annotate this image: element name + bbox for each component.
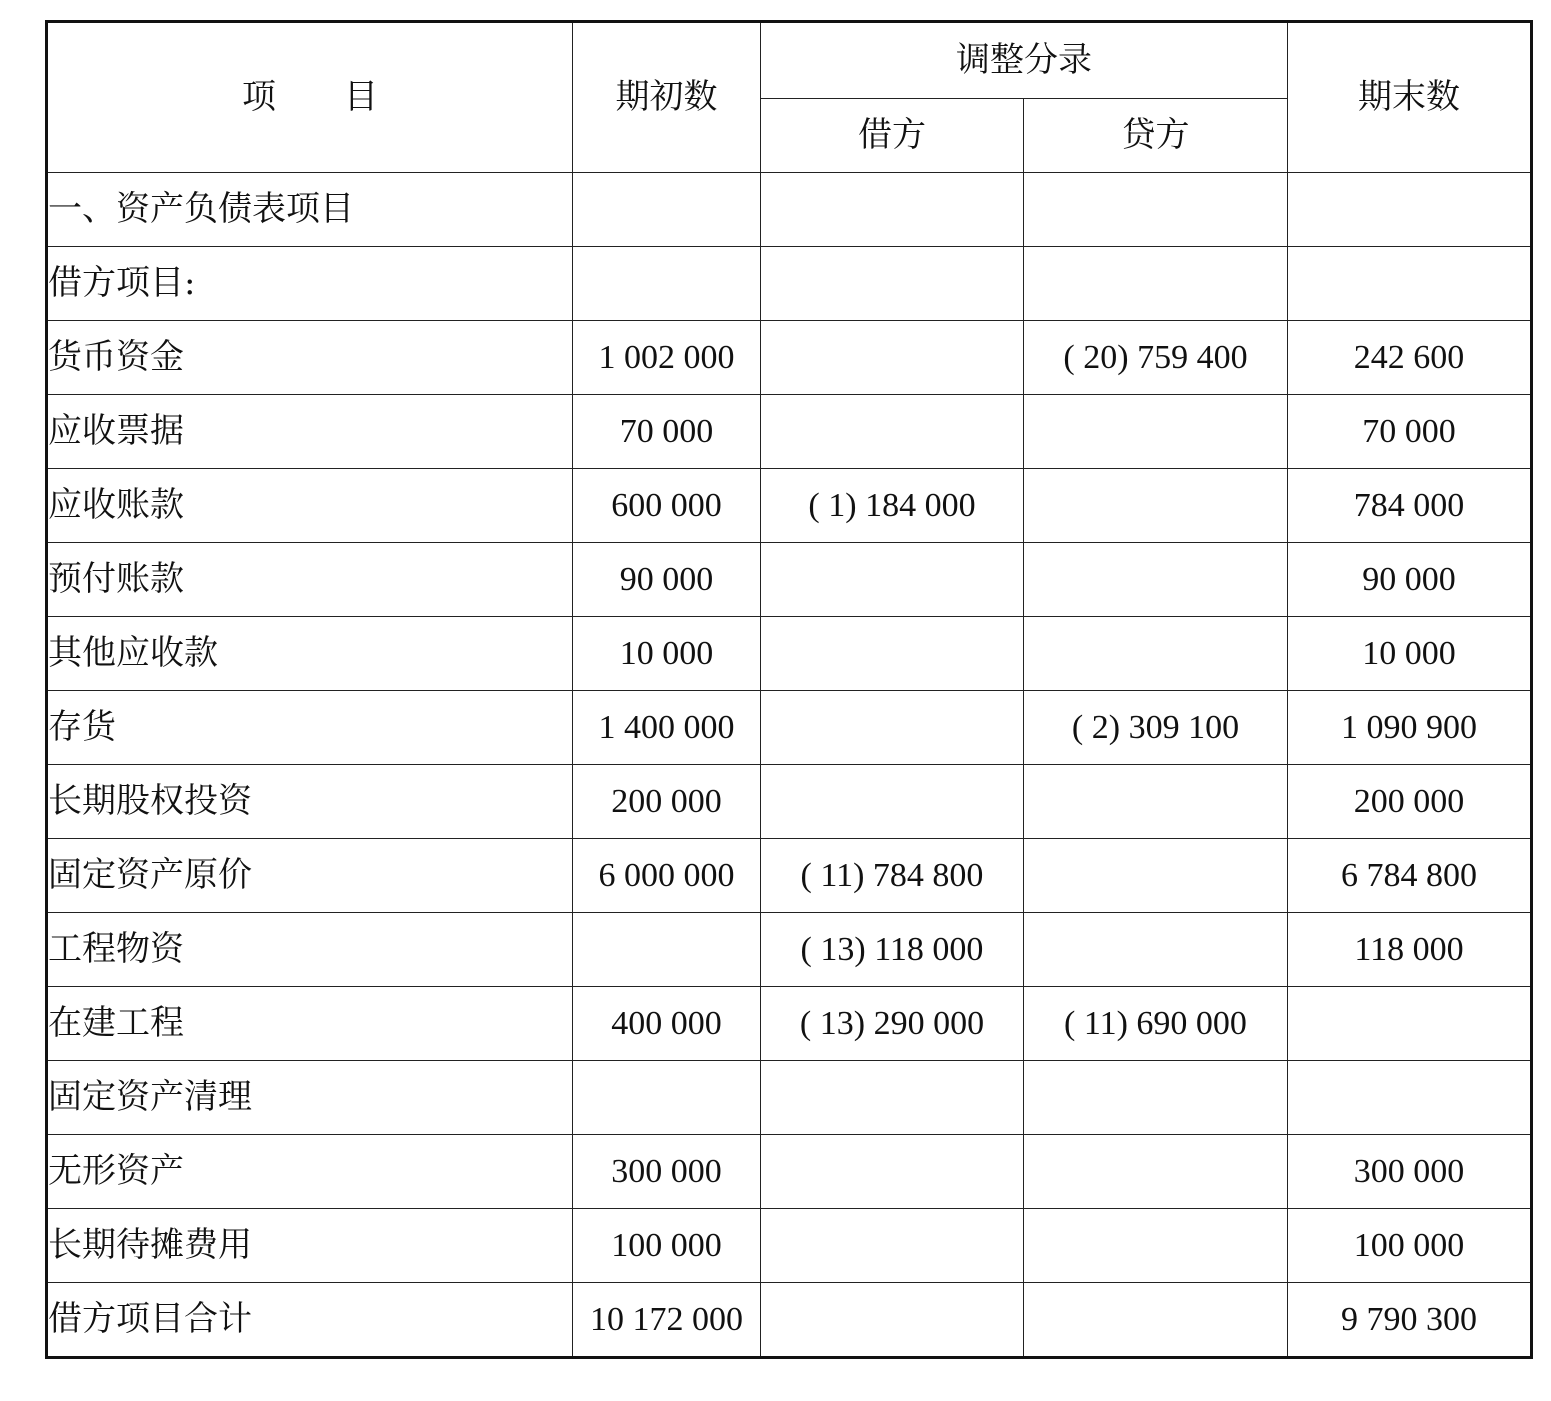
credit-cell: ( 20) 759 400 [1024, 321, 1288, 395]
table-row [47, 543, 1532, 617]
closing-cell: 70 000 [1288, 395, 1532, 469]
table-body [47, 173, 1532, 1358]
header-debit: 借方 [761, 99, 1024, 173]
opening-cell: 90 000 [573, 543, 761, 617]
table-row [47, 247, 1532, 321]
closing-cell [1288, 1061, 1532, 1135]
row-label: 存货 [47, 691, 573, 765]
opening-cell: 70 000 [573, 395, 761, 469]
debit-cell [761, 247, 1024, 321]
table-row [47, 1209, 1532, 1283]
closing-cell: 784 000 [1288, 469, 1532, 543]
closing-cell: 300 000 [1288, 1135, 1532, 1209]
debit-cell: ( 13) 118 000 [761, 913, 1024, 987]
opening-cell: 10 000 [573, 617, 761, 691]
debit-cell [761, 395, 1024, 469]
adjustment-worksheet-table [45, 20, 1533, 1359]
debit-cell [761, 543, 1024, 617]
row-label: 固定资产清理 [47, 1061, 573, 1135]
opening-cell: 600 000 [573, 469, 761, 543]
opening-cell: 1 400 000 [573, 691, 761, 765]
debit-cell [761, 321, 1024, 395]
table-row [47, 1283, 1532, 1358]
table-row [47, 765, 1532, 839]
credit-cell [1024, 173, 1288, 247]
header-closing: 期末数 [1288, 22, 1532, 173]
debit-cell [761, 1209, 1024, 1283]
opening-cell: 1 002 000 [573, 321, 761, 395]
debit-cell [761, 765, 1024, 839]
row-label: 工程物资 [47, 913, 573, 987]
credit-cell [1024, 543, 1288, 617]
opening-cell: 200 000 [573, 765, 761, 839]
header-adjustments: 调整分录 [761, 22, 1288, 99]
closing-cell: 6 784 800 [1288, 839, 1532, 913]
table-row [47, 321, 1532, 395]
opening-cell: 300 000 [573, 1135, 761, 1209]
credit-cell [1024, 395, 1288, 469]
closing-cell: 1 090 900 [1288, 691, 1532, 765]
debit-cell: ( 1) 184 000 [761, 469, 1024, 543]
credit-cell [1024, 247, 1288, 321]
credit-cell [1024, 1061, 1288, 1135]
opening-cell [573, 247, 761, 321]
table-row [47, 617, 1532, 691]
row-label: 货币资金 [47, 321, 573, 395]
credit-cell [1024, 469, 1288, 543]
opening-cell: 100 000 [573, 1209, 761, 1283]
credit-cell [1024, 1209, 1288, 1283]
credit-cell [1024, 617, 1288, 691]
credit-cell [1024, 1135, 1288, 1209]
header-opening: 期初数 [573, 22, 761, 173]
opening-cell: 400 000 [573, 987, 761, 1061]
row-label: 其他应收款 [47, 617, 573, 691]
debit-cell [761, 1061, 1024, 1135]
table-row [47, 469, 1532, 543]
table-row [47, 395, 1532, 469]
credit-cell [1024, 839, 1288, 913]
header-item: 项 目 [47, 22, 573, 173]
table-row [47, 1135, 1532, 1209]
opening-cell: 10 172 000 [573, 1283, 761, 1358]
row-label: 应收票据 [47, 395, 573, 469]
row-label: 固定资产原价 [47, 839, 573, 913]
closing-cell: 242 600 [1288, 321, 1532, 395]
credit-cell [1024, 765, 1288, 839]
closing-cell: 9 790 300 [1288, 1283, 1532, 1358]
debit-cell [761, 173, 1024, 247]
closing-cell [1288, 173, 1532, 247]
row-label: 借方项目: [47, 247, 573, 321]
credit-cell [1024, 1283, 1288, 1358]
row-label: 长期股权投资 [47, 765, 573, 839]
opening-cell [573, 173, 761, 247]
table-row [47, 1061, 1532, 1135]
table-row [47, 913, 1532, 987]
credit-cell: ( 11) 690 000 [1024, 987, 1288, 1061]
row-label: 借方项目合计 [47, 1283, 573, 1358]
row-label: 在建工程 [47, 987, 573, 1061]
debit-cell: ( 11) 784 800 [761, 839, 1024, 913]
row-label: 一、资产负债表项目 [47, 173, 573, 247]
row-label: 长期待摊费用 [47, 1209, 573, 1283]
credit-cell: ( 2) 309 100 [1024, 691, 1288, 765]
opening-cell [573, 913, 761, 987]
table-row [47, 839, 1532, 913]
debit-cell [761, 691, 1024, 765]
closing-cell: 100 000 [1288, 1209, 1532, 1283]
credit-cell [1024, 913, 1288, 987]
closing-cell: 200 000 [1288, 765, 1532, 839]
closing-cell [1288, 987, 1532, 1061]
opening-cell [573, 1061, 761, 1135]
debit-cell [761, 1135, 1024, 1209]
closing-cell: 10 000 [1288, 617, 1532, 691]
closing-cell [1288, 247, 1532, 321]
row-label: 预付账款 [47, 543, 573, 617]
debit-cell [761, 617, 1024, 691]
debit-cell: ( 13) 290 000 [761, 987, 1024, 1061]
opening-cell: 6 000 000 [573, 839, 761, 913]
header-credit: 贷方 [1024, 99, 1288, 173]
row-label: 无形资产 [47, 1135, 573, 1209]
closing-cell: 118 000 [1288, 913, 1532, 987]
table-row [47, 691, 1532, 765]
row-label: 应收账款 [47, 469, 573, 543]
table-row [47, 173, 1532, 247]
debit-cell [761, 1283, 1024, 1358]
closing-cell: 90 000 [1288, 543, 1532, 617]
table-row [47, 987, 1532, 1061]
